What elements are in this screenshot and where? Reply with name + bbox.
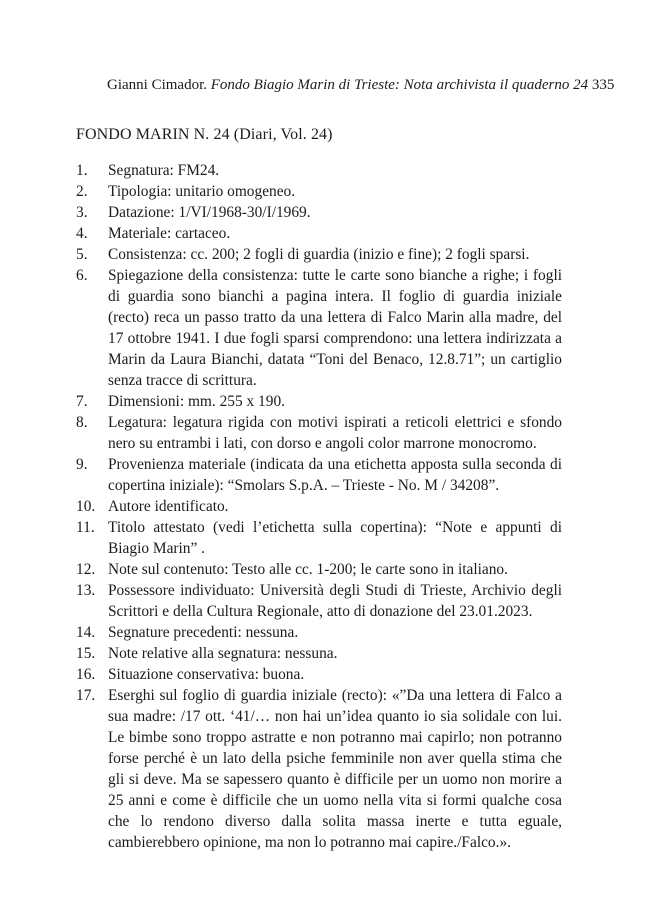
list-item: [76, 580, 562, 622]
list-item: [76, 622, 562, 643]
list-item: [76, 265, 562, 391]
item-text: Dimensioni: mm. 255 x 190.: [108, 393, 285, 410]
list-item: [76, 223, 562, 244]
item-text: Tipologia: unitario omogeneo.: [108, 183, 296, 200]
item-text: Consistenza: cc. 200; 2 fogli di guardia (inizio e fine); 2 fogli sparsi.: [108, 246, 530, 263]
list-item: [76, 202, 562, 223]
list-item: [76, 244, 562, 265]
item-number: 14.: [76, 624, 96, 641]
list-item: [76, 412, 562, 454]
item-number: 1.: [76, 162, 88, 179]
item-text: Datazione: 1/VI/1968-30/I/1969.: [108, 204, 311, 221]
item-text: Note relative alla segnatura: nessuna.: [108, 645, 338, 662]
item-text: Possessore individuato: Università degli Studi di Trieste, Archivio degli Scrittori e della Cultura Regionale, atto di donazione del 23.01.2023.: [108, 582, 562, 620]
item-number: 12.: [76, 561, 96, 578]
item-text: Eserghi sul foglio di guardia iniziale (recto): «”Da una lettera di Falco a sua madre: /17 ott. ‘41/… non hai un’idea quanto io sia solidale con lui. Le bimbe sono troppo astratte e non potranno mai capirlo; non potranno forse perché è un lato della psiche femminile non aver quella stima che gli si deve. Ma se sapessero quanto è difficile per un uomo non morire a 25 anni e come è difficile che un uomo nella vita si formi qualche cosa che lo rendono diverso dalla solita massa inerte e tutta eguale, cambierebbero opinione, ma non lo potranno mai capire./Falco.».: [108, 687, 562, 851]
item-text: Segnature precedenti: nessuna.: [108, 624, 299, 641]
item-number: 3.: [76, 204, 88, 221]
item-number: 6.: [76, 267, 88, 284]
item-text: Titolo attestato (vedi l’etichetta sulla copertina): “Note e appunti di Biagio Marin” .: [108, 519, 562, 557]
item-number: 15.: [76, 645, 96, 662]
list-item: [76, 391, 562, 412]
archival-record-list: [76, 160, 562, 853]
item-text: Situazione conservativa: buona.: [108, 666, 305, 683]
item-number: 16.: [76, 666, 96, 683]
item-number: 9.: [76, 456, 88, 473]
item-number: 11.: [76, 519, 95, 536]
running-header: [107, 76, 615, 94]
item-number: 8.: [76, 414, 88, 431]
item-text: Spiegazione della consistenza: tutte le carte sono bianche a righe; i fogli di guardia sono bianchi a pagina intera. Il foglio di guardia iniziale (recto) reca un passo tratto da una lettera di Falco Marin alla madre, del 17 ottobre 1941. I due fogli sparsi comprendono: una lettera indirizzata a Marin da Laura Bianchi, datata “Toni del Benaco, 12.8.71”; un cartiglio senza tracce di scrittura.: [108, 267, 562, 389]
item-number: 5.: [76, 246, 88, 263]
item-number: 13.: [76, 582, 96, 599]
item-text: Note sul contenuto: Testo alle cc. 1-200; le carte sono in italiano.: [108, 561, 508, 578]
list-item: [76, 517, 562, 559]
item-number: 10.: [76, 498, 96, 515]
list-item: [76, 454, 562, 496]
list-item: [76, 685, 562, 853]
list-item: [76, 496, 562, 517]
page-number: 335: [591, 77, 615, 93]
list-item: [76, 559, 562, 580]
list-item: [76, 181, 562, 202]
item-number: 4.: [76, 225, 88, 242]
list-item: [76, 160, 562, 181]
list-item: [76, 643, 562, 664]
header-author: Gianni Cimador.: [107, 77, 207, 93]
item-text: Legatura: legatura rigida con motivi ispirati a reticoli elettrici e sfondo nero su entrambi i lati, con dorso e angoli color marrone monocromo.: [108, 414, 562, 452]
item-number: 2.: [76, 183, 88, 200]
item-text: Autore identificato.: [108, 498, 229, 515]
section-title: FONDO MARIN N. 24 (Diari, Vol. 24): [76, 126, 333, 143]
item-text: Provenienza materiale (indicata da una etichetta apposta sulla seconda di copertina iniziale): “Smolars S.p.A. – Trieste - No. M / 34208”.: [108, 456, 562, 494]
list-item: [76, 664, 562, 685]
item-text: Materiale: cartaceo.: [108, 225, 231, 242]
item-number: 17.: [76, 687, 96, 704]
item-text: Segnatura: FM24.: [108, 162, 220, 179]
header-title: Fondo Biagio Marin di Trieste: Nota archivista il quaderno 24: [210, 77, 589, 93]
item-number: 7.: [76, 393, 88, 410]
